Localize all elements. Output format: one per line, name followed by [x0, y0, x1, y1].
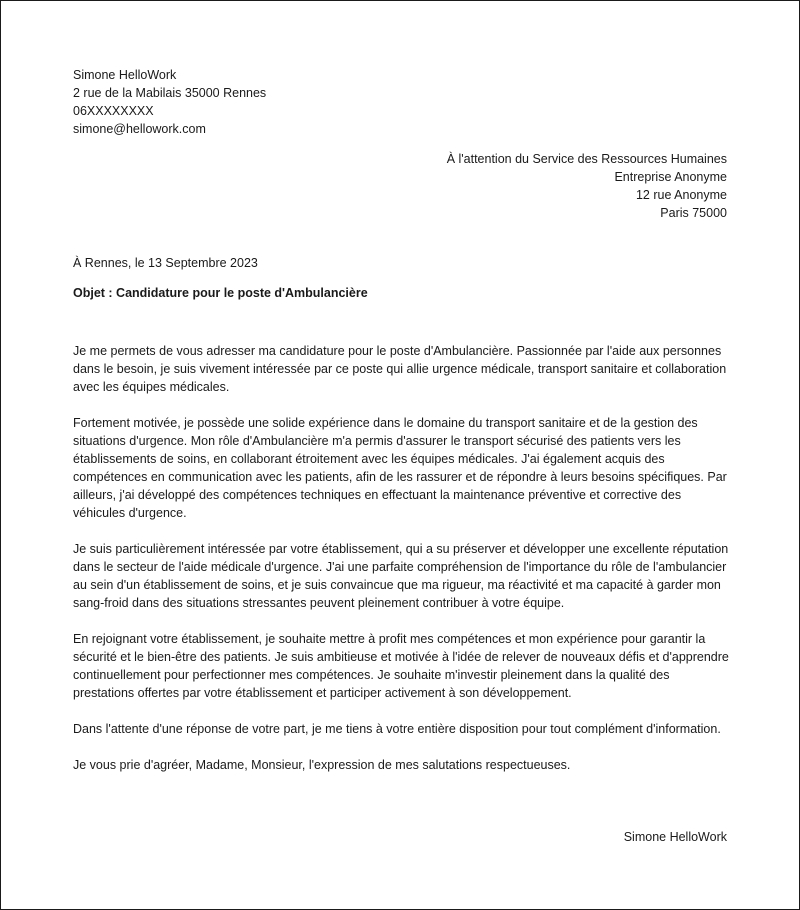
paragraph-motivation: Je suis particulièrement intéressée par votre établissement, qui a su préserver et développer une excellente réputation dans le secteur de l'aide médicale d'urgence. J'ai une parfaite compréhension de l'importance du rôle de l'ambulancier au sein d'un établissement de soins, et je suis convaincue que ma rigueur, ma réactivité et ma capacité à garder mon sang-froid dans des situations stressantes peuvent pleinement contribuer à votre équipe.: [73, 542, 729, 610]
recipient-block: [447, 150, 727, 222]
paragraph-availability: Dans l'attente d'une réponse de votre part, je me tiens à votre entière disposition pour tout complément d'information.: [73, 722, 721, 736]
sender-block: [73, 66, 266, 138]
recipient-street: 12 rue Anonyme: [635, 188, 727, 202]
paragraph-closing: Je vous prie d'agréer, Madame, Monsieur, l'expression de mes salutations respectueuses.: [73, 758, 571, 772]
paragraph-experience: Fortement motivée, je possède une solide expérience dans le domaine du transport sanitaire et de la gestion des situations d'urgence. Mon rôle d'Ambulancière m'a permis d'assurer le transport sécurisé des patients vers les établissements de soins, en collaborant étroitement avec les équipes médicales. J'ai également acquis des compétences en communication avec les patients, afin de les rassurer et de répondre à leurs besoins spécifiques. Par ailleurs, j'ai développé des compétences techniques en effectuant la maintenance préventive et corrective des véhicules d'urgence.: [73, 416, 727, 520]
sender-address: 2 rue de la Mabilais 35000 Rennes: [73, 86, 267, 100]
paragraph-introduction: Je me permets de vous adresser ma candidature pour le poste d'Ambulancière. Passionnée par l'aide aux personnes dans le besoin, je suis vivement intéressée par ce poste qui allie urgence médicale, transport sanitaire et collaboration avec les équipes médicales.: [73, 344, 727, 394]
letter-body: [73, 342, 733, 792]
recipient-company: Entreprise Anonyme: [614, 170, 727, 184]
subject-line: Objet : Candidature pour le poste d'Ambulancière: [73, 286, 368, 300]
sender-name: Simone HelloWork: [73, 68, 177, 82]
signature: Simone HelloWork: [623, 830, 727, 844]
sender-phone: 06XXXXXXXX: [73, 104, 154, 118]
recipient-attention: À l'attention du Service des Ressources Humaines: [446, 152, 727, 166]
sender-email: simone@hellowork.com: [73, 122, 206, 136]
date-line: À Rennes, le 13 Septembre 2023: [73, 256, 258, 270]
recipient-city: Paris 75000: [660, 206, 727, 220]
paragraph-goals: En rejoignant votre établissement, je souhaite mettre à profit mes compétences et mon expérience pour garantir la sécurité et le bien-être des patients. Je suis ambitieuse et motivée à l'idée de relever de nouveaux défis et d'apprendre continuellement pour perfectionner mes compétences. Je souhaite m'investir pleinement dans la qualité des prestations offertes par votre établissement et participer activement à son développement.: [73, 632, 729, 700]
